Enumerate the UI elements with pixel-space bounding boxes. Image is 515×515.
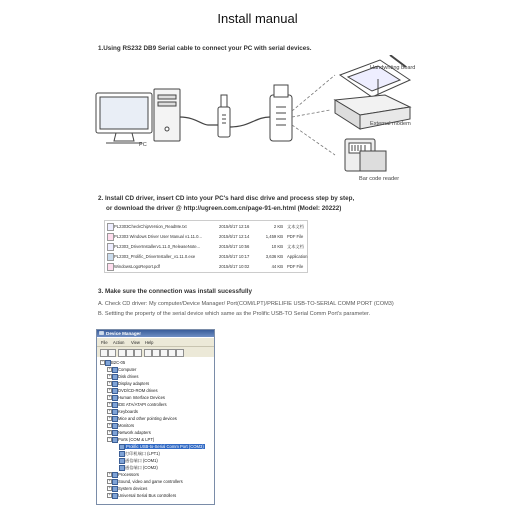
step3-heading: 3. Make sure the connection was install sucessfully xyxy=(98,288,252,295)
step2-line2: or download the driver @ http://ugreen.com.cn/page-91-en.html (Model: 20222) xyxy=(106,205,342,212)
external-modem-label: External modem xyxy=(370,121,411,127)
collapse-icon[interactable]: − xyxy=(101,359,104,364)
menu-action[interactable]: Action xyxy=(113,340,125,345)
expand-icon[interactable]: + xyxy=(108,380,111,385)
device-manager-titlebar[interactable]: Device Manager xyxy=(97,330,214,337)
db9-connector-icon xyxy=(270,85,292,141)
uninstall-icon[interactable] xyxy=(176,349,184,357)
text-file-icon xyxy=(107,223,114,231)
barcode-reader-icon xyxy=(345,139,386,171)
print-icon[interactable] xyxy=(134,349,142,357)
pdf-file-icon xyxy=(107,233,114,241)
pc-tower-icon xyxy=(154,89,180,141)
usb-plug-icon xyxy=(218,95,230,137)
expand-icon[interactable]: + xyxy=(108,408,111,413)
expand-icon[interactable]: + xyxy=(108,471,111,476)
menu-bar xyxy=(97,338,214,346)
device-manager-icon xyxy=(99,331,104,336)
file-row[interactable]: PL2303_DriverInstallerv1.11.0_ReleaseNote... 2015/6/17 10:56 10 KB 文本文档 xyxy=(105,242,307,250)
handwriting-board-icon xyxy=(340,55,410,97)
file-row[interactable]: PL2303CheckChipVersion_ReadMe.txt 2015/6/17 12:16 2 KB 文本文档 xyxy=(105,222,307,230)
file-row[interactable]: WindowsLogoReport.pdf 2015/6/17 10:02 44 KB PDF File xyxy=(105,262,307,270)
step1-text: 1.Using RS232 DB9 Serial cable to connect your PC with serial devices. xyxy=(98,45,312,52)
pc-monitor-icon xyxy=(96,93,152,143)
device-tree: − B2C-05 + Computer + Disk drives + Display adapters + DVD/CD-ROM drives + Human Interface Devices + IDE ATA/ATAPI controllers + Keyboards + Mice and other pointing devices + Monitors + Network adapters − Ports (COM & LPT) Prolific USB-to-Serial Comm Port (COM3) 打印机端口 (LPT1) 通信端口 (COM1) 通信端口 (COM2) + Processors + Sound, video and game controllers + System devices + Universal Serial Bus controllers xyxy=(97,357,214,504)
device-manager-window xyxy=(96,329,215,505)
barcode-reader-label: Bar code reader xyxy=(359,176,400,182)
expand-icon[interactable]: + xyxy=(108,478,111,483)
expand-icon[interactable]: + xyxy=(108,415,111,420)
properties-icon[interactable] xyxy=(118,349,126,357)
pc-label: PC xyxy=(139,142,147,148)
expand-icon[interactable]: + xyxy=(108,485,111,490)
expand-icon[interactable]: + xyxy=(108,366,111,371)
details-icon[interactable] xyxy=(126,349,134,357)
help-icon[interactable] xyxy=(144,349,152,357)
expand-icon[interactable]: + xyxy=(108,373,111,378)
file-row[interactable]: PL2303 Windows Driver User Manual v1.11.0... 2015/6/17 12:14 1,459 KB PDF File xyxy=(105,232,307,240)
step3-a: A. Check CD driver: My computer/Device Manager/ Port(COM/LPT)/PRELIFIE USB-TO-SERIAL COMM PORT (COM3) xyxy=(98,301,394,307)
update-icon[interactable] xyxy=(160,349,168,357)
usb-cable-icon xyxy=(180,117,218,125)
step3-b: B. Settting the property of the serial device which same as the Prolific USB-TO Serial Comm Port's parameter. xyxy=(98,311,371,317)
driver-file-list xyxy=(104,220,308,273)
expand-icon[interactable]: + xyxy=(108,429,111,434)
expand-icon[interactable]: + xyxy=(108,394,111,399)
menu-file[interactable]: File xyxy=(101,340,108,345)
disable-icon[interactable] xyxy=(168,349,176,357)
step2-line1: 2. Install CD driver, insert CD into your PC's hard disc drive and process step by step, xyxy=(98,195,355,202)
handwriting-board-label: Handwriting board xyxy=(370,65,416,71)
application-icon xyxy=(107,253,114,261)
expand-icon[interactable]: + xyxy=(108,422,111,427)
back-icon[interactable] xyxy=(100,349,108,357)
page-title: Install manual xyxy=(217,11,298,26)
file-row[interactable]: PL2303_Prolific_DriverInstaller_v1.11.0.exe 2015/6/17 10:17 3,636 KB Application xyxy=(105,252,307,260)
expand-icon[interactable]: + xyxy=(108,387,111,392)
menu-help[interactable]: Help xyxy=(145,340,154,345)
expand-icon[interactable]: + xyxy=(108,492,111,497)
expand-icon[interactable]: + xyxy=(108,401,111,406)
pdf-file-icon xyxy=(107,263,114,271)
collapse-icon[interactable]: − xyxy=(108,436,111,441)
scan-icon[interactable] xyxy=(152,349,160,357)
forward-icon[interactable] xyxy=(108,349,116,357)
menu-view[interactable]: View xyxy=(131,340,140,345)
text-file-icon xyxy=(107,243,114,251)
